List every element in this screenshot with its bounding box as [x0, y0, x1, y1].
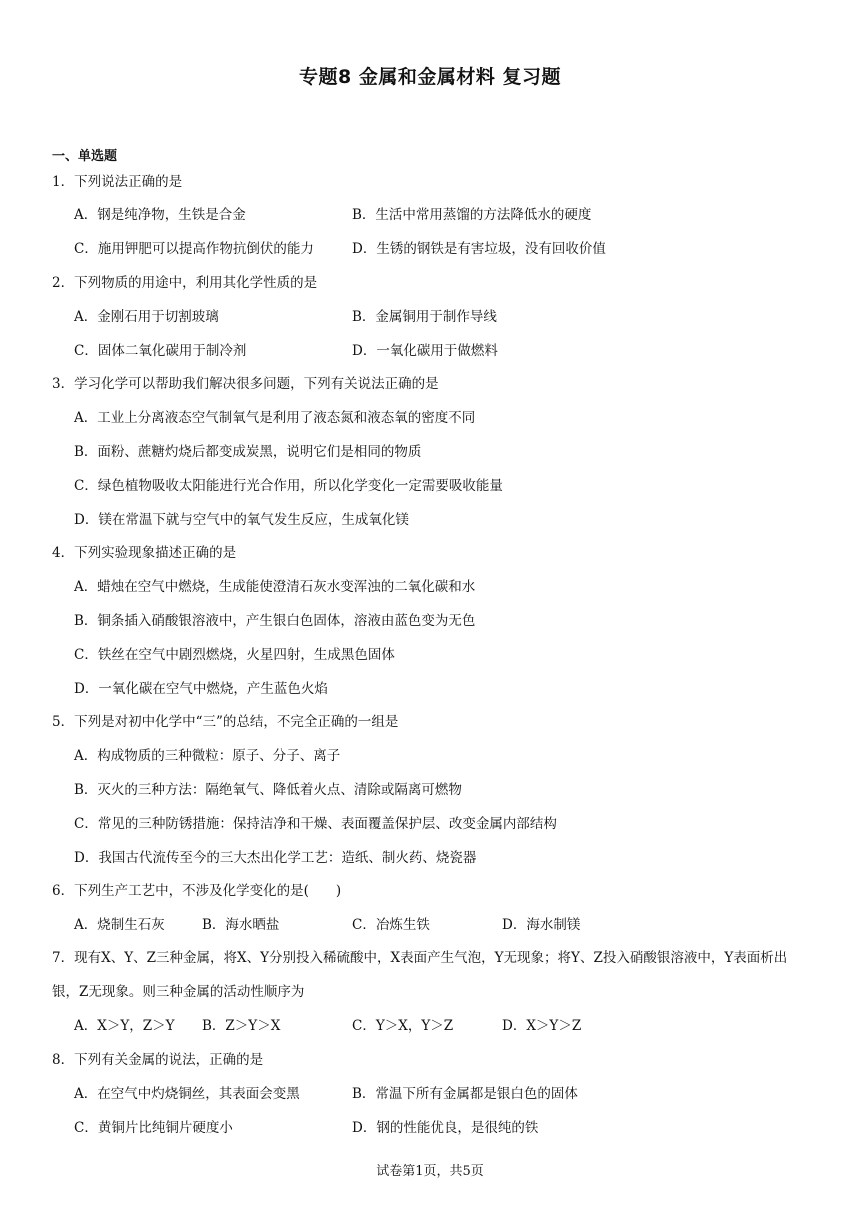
question-stem: 5．下列是对初中化学中“三”的总结，不完全正确的一组是: [52, 714, 399, 730]
question-stem: 3．学习化学可以帮助我们解决很多问题，下列有关说法正确的是: [52, 376, 439, 392]
option: B．铜条插入硝酸银溶液中，产生银白色固体，溶液由蓝色变为无色: [74, 613, 476, 629]
option: A．烧制生石灰: [74, 917, 165, 933]
option: C．铁丝在空气中剧烈燃烧，火星四射，生成黑色固体: [74, 647, 395, 663]
option: D．一氧化碳在空气中燃烧，产生蓝色火焰: [74, 681, 328, 697]
option: B．常温下所有金属都是银白色的固体: [352, 1086, 578, 1102]
option: B．面粉、蔗糖灼烧后都变成炭黑，说明它们是相同的物质: [74, 444, 422, 460]
option: C．施用钾肥可以提高作物抗倒伏的能力: [74, 241, 314, 257]
question-stem: 2．下列物质的用途中，利用其化学性质的是: [52, 275, 318, 291]
question-stem: 1．下列说法正确的是: [52, 174, 183, 190]
page-title: 专题8 金属和金属材料 复习题: [299, 66, 561, 88]
option: B．海水晒盐: [202, 917, 280, 933]
option: B．金属铜用于制作导线: [352, 309, 497, 325]
option: B．生活中常用蒸馏的方法降低水的硬度: [352, 207, 592, 223]
option: A．X＞Y，Z＞Y: [74, 1018, 175, 1034]
option: D．我国古代流传至今的三大杰出化学工艺：造纸、制火药、烧瓷器: [74, 850, 477, 866]
option: A．在空气中灼烧铜丝，其表面会变黑: [74, 1086, 300, 1102]
question-stem: 7．现有X、Y、Z三种金属，将X、Y分别投入稀硫酸中，X表面产生气泡，Y无现象；将Y、Z投入硝酸银溶液中，Y表面析出银，Z无现象。则三种金属的活动性顺序为: [52, 950, 788, 1000]
question-stem: 4．下列实验现象描述正确的是: [52, 545, 237, 561]
option: A．构成物质的三种微粒：原子、分子、离子: [74, 748, 341, 764]
option: D．生锈的钢铁是有害垃圾，没有回收价值: [352, 241, 606, 257]
option: C．常见的三种防锈措施：保持洁净和干燥、表面覆盖保护层、改变金属内部结构: [74, 816, 557, 832]
page-footer: 试卷第1页，共5页: [376, 1164, 484, 1179]
question-stem: 6．下列生产工艺中，不涉及化学变化的是( ): [52, 883, 342, 899]
option: B．灭火的三种方法：隔绝氧气、降低着火点、清除或隔离可燃物: [74, 782, 462, 798]
option: C．绿色植物吸收太阳能进行光合作用，所以化学变化一定需要吸收能量: [74, 478, 503, 494]
option: C．Y＞X，Y＞Z: [352, 1018, 454, 1034]
option: A．蜡烛在空气中燃烧，生成能使澄清石灰水变浑浊的二氧化碳和水: [74, 579, 476, 595]
option: D．镁在常温下就与空气中的氧气发生反应，生成氧化镁: [74, 512, 409, 528]
option: A．金刚石用于切割玻璃: [74, 309, 219, 325]
option: D．一氧化碳用于做燃料: [352, 343, 498, 359]
option: C．冶炼生铁: [352, 917, 430, 933]
option: B．Z＞Y＞X: [202, 1018, 281, 1034]
option: A．工业上分离液态空气制氧气是利用了液态氮和液态氧的密度不同: [74, 410, 476, 426]
option: A．钢是纯净物，生铁是合金: [74, 207, 246, 223]
option: D．钢的性能优良，是很纯的铁: [352, 1120, 539, 1136]
section-heading: 一、单选题: [52, 149, 118, 164]
option: C．固体二氧化碳用于制冷剂: [74, 343, 247, 359]
option: C．黄铜片比纯铜片硬度小: [74, 1120, 233, 1136]
option: D．海水制镁: [502, 917, 581, 933]
option: D．X＞Y＞Z: [502, 1018, 582, 1034]
question-stem: 8．下列有关金属的说法，正确的是: [52, 1052, 264, 1068]
